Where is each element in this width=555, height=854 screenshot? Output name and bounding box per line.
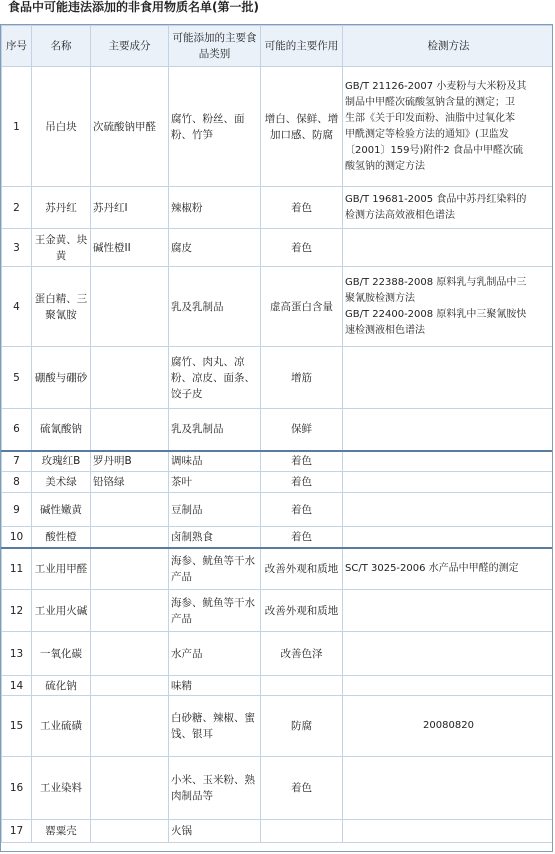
table-row: [2, 187, 554, 229]
col-header-foods: 可能添加的主要食品类别: [169, 26, 261, 67]
cell-foods: 调味品: [169, 451, 261, 472]
cell-foods: 乳及乳制品: [169, 267, 261, 347]
method-line: 检测方法高效液相色谱法: [345, 209, 455, 221]
cell-name: 美术绿: [32, 472, 91, 493]
cell-method: [343, 493, 554, 527]
cell-name: 硼酸与硼砂: [32, 347, 91, 409]
cell-component: [91, 696, 169, 757]
cell-effect: 着色: [261, 187, 343, 229]
col-header-name: 名称: [32, 26, 91, 67]
cell-foods: 火锅: [169, 820, 261, 843]
cell-no: 1: [2, 67, 32, 187]
cell-method: [343, 820, 554, 843]
table-header-row: [2, 26, 554, 67]
cell-no: 12: [2, 590, 32, 632]
method-line: GB/T 19681-2005 食品中苏丹红染料的: [345, 193, 527, 205]
cell-component: 苏丹红I: [91, 187, 169, 229]
cell-effect: 防腐: [261, 696, 343, 757]
table-row: [2, 67, 554, 187]
cell-component: [91, 527, 169, 548]
cell-no: 15: [2, 696, 32, 757]
cell-no: 5: [2, 347, 32, 409]
cell-name: 王金黄、块黄: [32, 229, 91, 267]
cell-foods: 乳及乳制品: [169, 409, 261, 451]
cell-component: [91, 548, 169, 590]
col-header-component: 主要成分: [91, 26, 169, 67]
cell-component: [91, 820, 169, 843]
cell-method: [343, 267, 554, 347]
cell-name: 工业硫磺: [32, 696, 91, 757]
cell-name: 碱性嫩黄: [32, 493, 91, 527]
cell-method: [343, 757, 554, 820]
table-row: [2, 676, 554, 696]
method-line: GB/T 21126-2007 小麦粉与大米粉及其: [345, 80, 527, 92]
cell-foods: 海参、鱿鱼等干水产品: [169, 590, 261, 632]
table-row: [2, 527, 554, 548]
cell-effect: 着色: [261, 451, 343, 472]
cell-method: [343, 472, 554, 493]
cell-effect: 虚高蛋白含量: [261, 267, 343, 347]
cell-effect: 改善色泽: [261, 632, 343, 676]
cell-component: [91, 676, 169, 696]
cell-name: 罂粟壳: [32, 820, 91, 843]
table-row: [2, 757, 554, 820]
cell-name: 工业染料: [32, 757, 91, 820]
cell-foods: 辣椒粉: [169, 187, 261, 229]
cell-method: [343, 67, 554, 187]
cell-foods: 卤制熟食: [169, 527, 261, 548]
cell-effect: 着色: [261, 472, 343, 493]
cell-name: 玫瑰红B: [32, 451, 91, 472]
cell-name: 苏丹红: [32, 187, 91, 229]
cell-foods: 腐竹、肉丸、凉粉、凉皮、面条、饺子皮: [169, 347, 261, 409]
cell-component: 次硫酸钠甲醛: [91, 67, 169, 187]
cell-component: [91, 493, 169, 527]
method-line: 生部《关于印发面粉、油脂中过氧化苯: [345, 112, 515, 124]
table-row: [2, 472, 554, 493]
cell-no: 7: [2, 451, 32, 472]
cell-foods: 海参、鱿鱼等干水产品: [169, 548, 261, 590]
cell-name: 硫化钠: [32, 676, 91, 696]
cell-method: [343, 451, 554, 472]
cell-no: 14: [2, 676, 32, 696]
cell-effect: 改善外观和质地: [261, 548, 343, 590]
method-line: GB/T 22388-2008 原料乳与乳制品中三: [345, 276, 527, 288]
cell-name: 蛋白精、三聚氰胺: [32, 267, 91, 347]
cell-effect: 增筋: [261, 347, 343, 409]
cell-component: [91, 590, 169, 632]
method-line: 制品中甲醛次硫酸氢钠含量的测定；卫: [345, 96, 515, 108]
cell-no: 6: [2, 409, 32, 451]
col-header-effect: 可能的主要作用: [261, 26, 343, 67]
cell-effect: 改善外观和质地: [261, 590, 343, 632]
cell-effect: 着色: [261, 493, 343, 527]
col-header-method: 检测方法: [343, 26, 554, 67]
cell-foods: 味精: [169, 676, 261, 696]
cell-component: [91, 632, 169, 676]
cell-method: [343, 590, 554, 632]
table-row: [2, 229, 554, 267]
table-row: [2, 696, 554, 757]
cell-no: 16: [2, 757, 32, 820]
cell-no: 17: [2, 820, 32, 843]
cell-foods: 腐竹、粉丝、面粉、竹笋: [169, 67, 261, 187]
cell-name: 吊白块: [32, 67, 91, 187]
cell-name: 酸性橙: [32, 527, 91, 548]
cell-effect: 着色: [261, 229, 343, 267]
method-line: 酸氢钠的测定方法: [345, 160, 425, 172]
cell-no: 11: [2, 548, 32, 590]
cell-foods: 茶叶: [169, 472, 261, 493]
cell-no: 4: [2, 267, 32, 347]
page-title: 食品中可能违法添加的非食用物质名单(第一批): [8, 0, 259, 14]
cell-method: [343, 548, 554, 590]
cell-name: 工业用火碱: [32, 590, 91, 632]
cell-component: 铅铬绿: [91, 472, 169, 493]
cell-method: [343, 347, 554, 409]
cell-effect: 增白、保鲜、增加口感、防腐: [261, 67, 343, 187]
cell-method: [343, 229, 554, 267]
cell-no: 3: [2, 229, 32, 267]
cell-method: [343, 187, 554, 229]
method-line: SC/T 3025-2006 水产品中甲醛的测定: [345, 562, 519, 574]
cell-component: [91, 347, 169, 409]
table-row: [2, 632, 554, 676]
cell-component: 碱性橙II: [91, 229, 169, 267]
cell-no: 2: [2, 187, 32, 229]
col-header-no: 序号: [2, 26, 32, 67]
cell-method: [343, 676, 554, 696]
cell-effect: [261, 820, 343, 843]
cell-foods: 腐皮: [169, 229, 261, 267]
cell-name: 一氧化碳: [32, 632, 91, 676]
method-line: 速检测液相色谱法: [345, 324, 425, 336]
cell-method: [343, 632, 554, 676]
cell-method: [343, 527, 554, 548]
table-row: [2, 409, 554, 451]
method-line: 〔2001〕159号)附件2 食品中甲醛次硫: [345, 144, 523, 156]
method-line: GB/T 22400-2008 原料乳中三聚氰胺快: [345, 308, 527, 320]
method-line: 甲酰测定等检验方法的通知》(卫监发: [345, 128, 509, 140]
cell-effect: 着色: [261, 757, 343, 820]
table-row: [2, 820, 554, 843]
cell-name: 工业用甲醛: [32, 548, 91, 590]
table-frame[interactable]: [0, 24, 553, 852]
cell-no: 9: [2, 493, 32, 527]
cell-effect: [261, 676, 343, 696]
cell-method: [343, 409, 554, 451]
cell-foods: 小米、玉米粉、熟肉制品等: [169, 757, 261, 820]
cell-no: 10: [2, 527, 32, 548]
cell-component: [91, 757, 169, 820]
table-row: [2, 493, 554, 527]
table-row: [2, 347, 554, 409]
table-row: [2, 451, 554, 472]
cell-component: [91, 409, 169, 451]
method-line: 20080820: [423, 720, 474, 731]
cell-component: 罗丹明B: [91, 451, 169, 472]
cell-component: [91, 267, 169, 347]
cell-method: [343, 696, 554, 757]
cell-effect: 保鲜: [261, 409, 343, 451]
cell-foods: 水产品: [169, 632, 261, 676]
cell-no: 8: [2, 472, 32, 493]
cell-name: 硫氰酸钠: [32, 409, 91, 451]
cell-effect: 着色: [261, 527, 343, 548]
table-row: [2, 267, 554, 347]
method-line: 聚氰胺检测方法: [345, 292, 415, 304]
additives-table: [1, 25, 553, 843]
cell-foods: 豆制品: [169, 493, 261, 527]
table-row: [2, 548, 554, 590]
cell-foods: 白砂糖、辣椒、蜜饯、银耳: [169, 696, 261, 757]
table-row: [2, 590, 554, 632]
cell-no: 13: [2, 632, 32, 676]
